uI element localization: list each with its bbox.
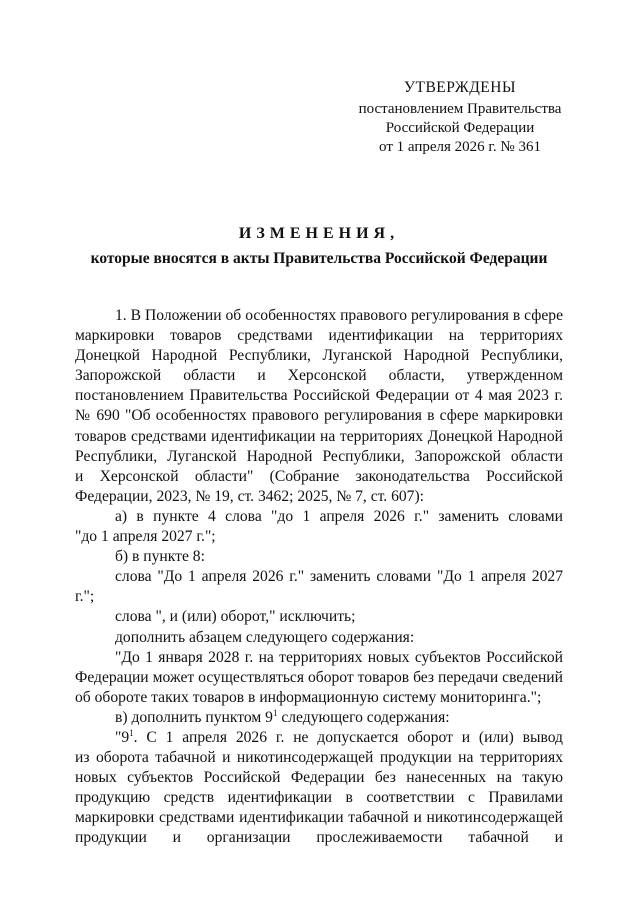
paragraph-7 — [75, 648, 563, 708]
superscript: 1 — [272, 707, 278, 718]
text-line: Республики, Луганской Народной Республики, Запорожской области — [75, 447, 563, 465]
approval-line: Российской Федерации — [385, 120, 535, 136]
text-line: Запорожской области и Херсонской области, утвержденном — [75, 367, 563, 385]
text-line: новых субъектов Российской Федерации без нанесенных на такую — [75, 769, 563, 787]
text-line: № 690 "Об особенностях правового регулирования в сфере маркировки — [75, 407, 563, 425]
text-line: и Херсонской области" (Собрание законодательства Российской — [75, 467, 563, 485]
text-line: постановлением Правительства Российской Федерации от 4 мая 2023 г. — [75, 387, 563, 405]
text-line: "До 1 января 2028 г. на территориях новых субъектов Российской — [115, 648, 563, 666]
text-fragment: "9 — [115, 728, 130, 746]
text-line: а) в пункте 4 слова "до 1 апреля 2026 г." заменить словами — [115, 507, 563, 525]
approval-line: постановлением Правительства — [358, 101, 562, 117]
paragraph-1 — [75, 306, 563, 507]
document-heading — [75, 225, 563, 268]
text-fragment: . С 1 апреля 2026 г. не допускается оборот и (или) вывод — [133, 728, 563, 746]
text-line: маркировки товаров средствами идентификации на территориях — [75, 327, 563, 345]
text-line: Донецкой Народной Республики, Луганской Народной Республики, — [75, 347, 563, 365]
text-line: продукции и организации прослеживаемости табачной и — [75, 829, 563, 847]
approval-date-line: от 1 апреля 2026 г. № 361 — [379, 139, 541, 155]
text-fragment: в) дополнить пунктом 9 — [115, 708, 273, 726]
text-line — [75, 728, 563, 748]
text-line: маркировки средствами идентификации табачной и никотинсодержащей — [75, 809, 563, 827]
text-line: из оборота табачной и никотинсодержащей продукции на территориях — [75, 749, 563, 767]
text-line: Федерации, 2023, № 19, ст. 3462; 2025, № 7, ст. 607): — [75, 487, 425, 505]
approval-title: УТВЕРЖДЕНЫ — [404, 79, 516, 96]
paragraph-6: дополнить абзацем следующего содержания: — [115, 628, 415, 646]
paragraph-5: слова ", и (или) оборот," исключить; — [115, 608, 356, 626]
paragraph-9 — [75, 728, 563, 849]
paragraph-8 — [75, 708, 563, 728]
document-subtitle: которые вносятся в акты Правительства Российской Федерации — [90, 250, 548, 267]
document-title: ИЗМЕНЕНИЯ, — [238, 225, 400, 242]
paragraph-2 — [75, 507, 563, 547]
text-line: об обороте таких товаров в информационную систему мониторинга."; — [75, 688, 542, 706]
text-fragment: следующего содержания: — [277, 708, 450, 726]
text-line: Федерации может осуществляться оборот товаров без передачи сведений — [75, 668, 563, 686]
approval-stamp — [330, 78, 590, 157]
text-line: товаров средствами идентификации на территориях Донецкой Народной — [75, 427, 563, 445]
text-line: 1. В Положении об особенностях правового регулирования в сфере — [115, 307, 563, 324]
text-line: продукцию средств идентификации в соответствии с Правилами — [75, 789, 563, 807]
text-line: "до 1 апреля 2027 г."; — [75, 528, 216, 546]
superscript: 1 — [129, 727, 134, 738]
paragraph-3: б) в пункте 8: — [115, 548, 205, 566]
document-body — [75, 306, 563, 849]
paragraph-4: слова "До 1 апреля 2026 г." заменить словами "До 1 апреля 2027 г."; — [75, 568, 563, 606]
